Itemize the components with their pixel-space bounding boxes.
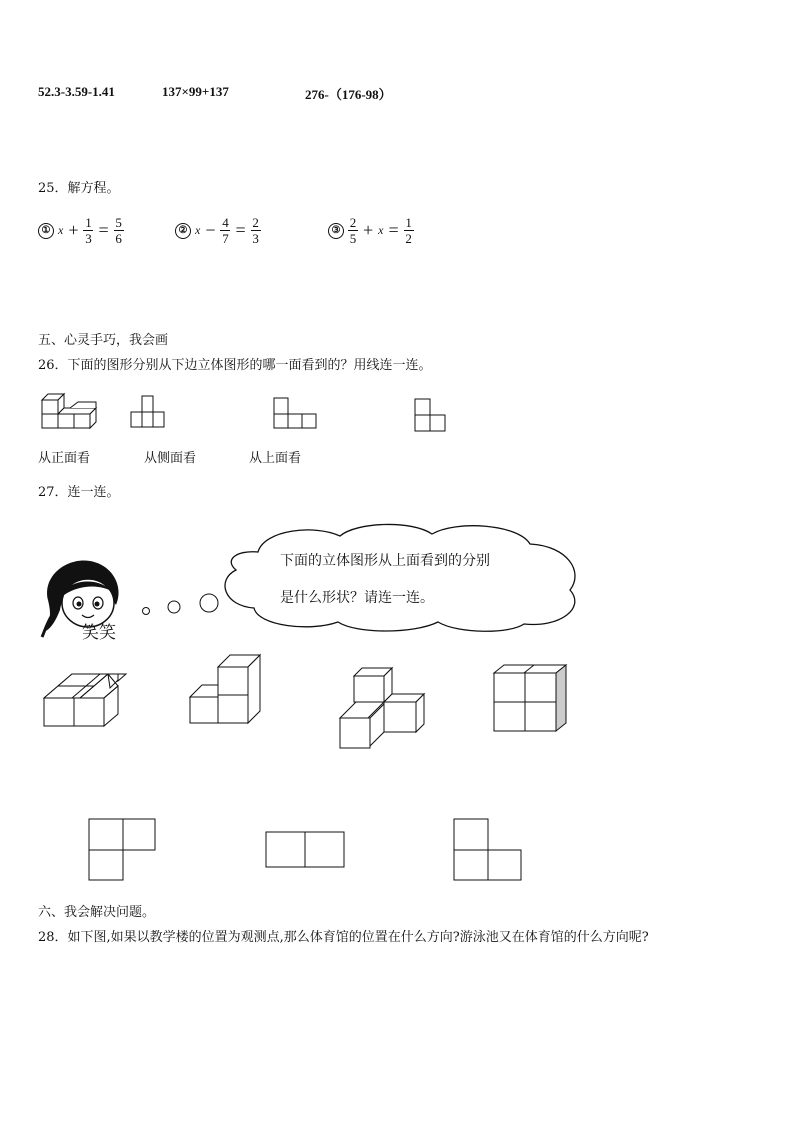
calc-expression-1: 52.3-3.59-1.41 [38,84,115,99]
q26-side-view-shape [273,397,319,431]
q26-front-view-shape [130,395,166,429]
fraction [251,215,261,246]
denominator: 3 [252,231,259,246]
q25-title: 25．解方程。 [38,181,120,196]
equation-1 [38,215,126,246]
view-label-top: 从上面看 [249,451,302,466]
numerator: 5 [115,215,122,230]
fraction [348,215,358,246]
variable-x: x [195,223,201,237]
operator: − [205,220,216,240]
variable-x: x [58,223,64,237]
speech-cloud [218,520,582,632]
equation-number: ② [175,223,191,239]
equation-2 [175,215,263,246]
operator: + [68,220,79,240]
calc-expression-2: 137×99+137 [162,84,229,99]
cloud-text-line-1: 下面的立体图形从上面看到的分别 [280,553,490,569]
top-view-shape-3 [453,818,525,882]
numerator: 2 [349,215,357,230]
solid-figure-2 [188,653,266,727]
calc-expression-3: 276-（176-98） [305,87,392,102]
variable-x: x [378,223,384,237]
denominator: 2 [405,231,412,246]
solid-figure-4 [492,663,568,735]
solid-figure-3 [338,666,428,750]
numerator: 1 [405,215,412,230]
equation-number: ③ [328,223,344,239]
numerator: 2 [252,215,259,230]
denominator: 7 [222,231,229,246]
view-label-front: 从正面看 [38,451,91,466]
equals-sign: = [98,220,109,240]
equals-sign: = [235,220,246,240]
thought-dots [140,594,220,618]
section-6-title: 六、我会解决问题。 [38,905,156,920]
top-view-shape-1 [88,818,158,882]
q26-solid-figure [40,388,100,430]
fraction [114,215,124,246]
q26-title: 26．下面的图形分别从下边立体图形的哪一面看到的？用线连一连。 [38,358,432,373]
denominator: 5 [349,231,357,246]
operator: + [363,220,374,240]
denominator: 3 [85,231,92,246]
equation-3 [328,215,416,246]
equals-sign: = [388,220,399,240]
q28-title: 28．如下图,如果以教学楼的位置为观测点,那么体育馆的位置在什么方向?游泳池又在体育馆的什么方向呢? [38,930,649,945]
view-label-side: 从侧面看 [144,451,197,466]
q26-top-view-shape [414,398,448,434]
numerator: 4 [222,215,229,230]
numerator: 1 [85,215,92,230]
solid-figure-1 [42,670,124,728]
fraction [220,215,230,246]
equation-number: ① [38,223,54,239]
q27-title: 27．连一连。 [38,485,120,500]
section-5-title: 五、心灵手巧，我会画 [38,333,169,348]
top-view-shape-2 [265,830,347,870]
character-name-label: 笑笑 [82,623,116,643]
fraction [83,215,93,246]
fraction [404,215,414,246]
denominator: 6 [115,231,122,246]
cloud-text-line-2: 是什么形状？请连一连。 [280,590,434,606]
